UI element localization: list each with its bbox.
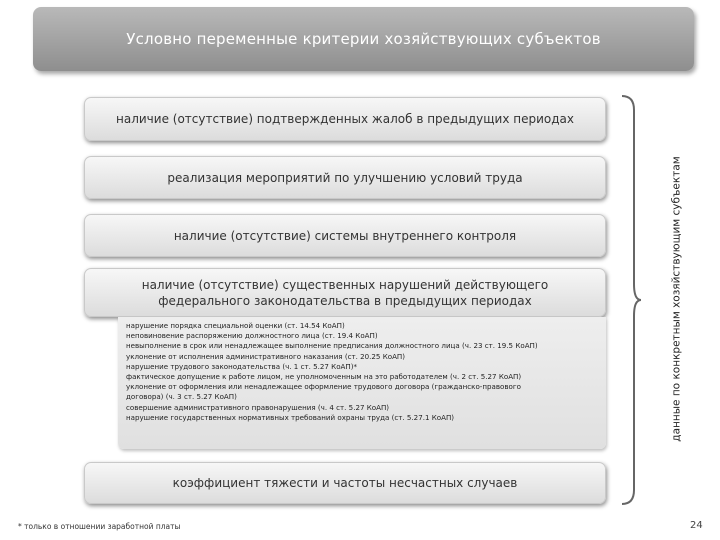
criterion-accident-rate: коэффициент тяжести и частоты несчастных случаев: [84, 462, 606, 504]
list-item: договора) (ч. 3 ст. 5.27 КоАП): [126, 392, 237, 402]
list-item: нарушение государственных нормативных требований охраны труда (ст. 5.27.1 КоАП): [126, 412, 455, 422]
right-brace: [620, 94, 642, 506]
list-item: нарушение порядка специальной оценки (ст. 14.54 КоАП): [126, 321, 345, 330]
violations-list: [118, 317, 606, 449]
side-label-text: данные по конкретным хозяйствующим субъектам: [671, 156, 684, 442]
list-item: нарушение трудового законодательства (ч. 1 ст. 5.27 КоАП)*: [126, 361, 358, 371]
list-item: уклонение от исполнения административного наказания (ст. 20.25 КоАП): [126, 351, 406, 361]
criterion-internal-control: наличие (отсутствие) системы внутреннего контроля: [84, 214, 606, 257]
list-item: совершение административного правонарушения (ч. 4 ст. 5.27 КоАП): [126, 402, 390, 412]
page-number: 24: [690, 520, 703, 531]
list-item: уклонение от оформления или ненадлежащее оформление трудового договора (гражданско-правового: [126, 382, 521, 392]
page-title: Условно переменные критерии хозяйствующих субъектов: [33, 7, 694, 71]
criterion-complaints: наличие (отсутствие) подтвержденных жалоб в предыдущих периодах: [84, 97, 606, 141]
list-item: фактическое допущение к работе лицом, не уполномоченным на это работодателем (ч. 2 ст. 5.27 КоАП): [126, 372, 522, 382]
list-item: неповиновение распоряжению должностного лица (ст. 19.4 КоАП): [126, 331, 378, 341]
criterion-legislation-violations: наличие (отсутствие) существенных нарушений действующего федерального законодательства в предыдущих периодах: [84, 268, 606, 317]
criterion-working-conditions: реализация мероприятий по улучшению условий труда: [84, 156, 606, 199]
list-item: невыполнение в срок или ненадлежащее выполнение предписания должностного лица (ч. 23 ст. 19.5 КоАП): [126, 341, 538, 351]
footnote: * только в отношении заработной платы: [18, 522, 181, 531]
side-label: [667, 93, 687, 505]
